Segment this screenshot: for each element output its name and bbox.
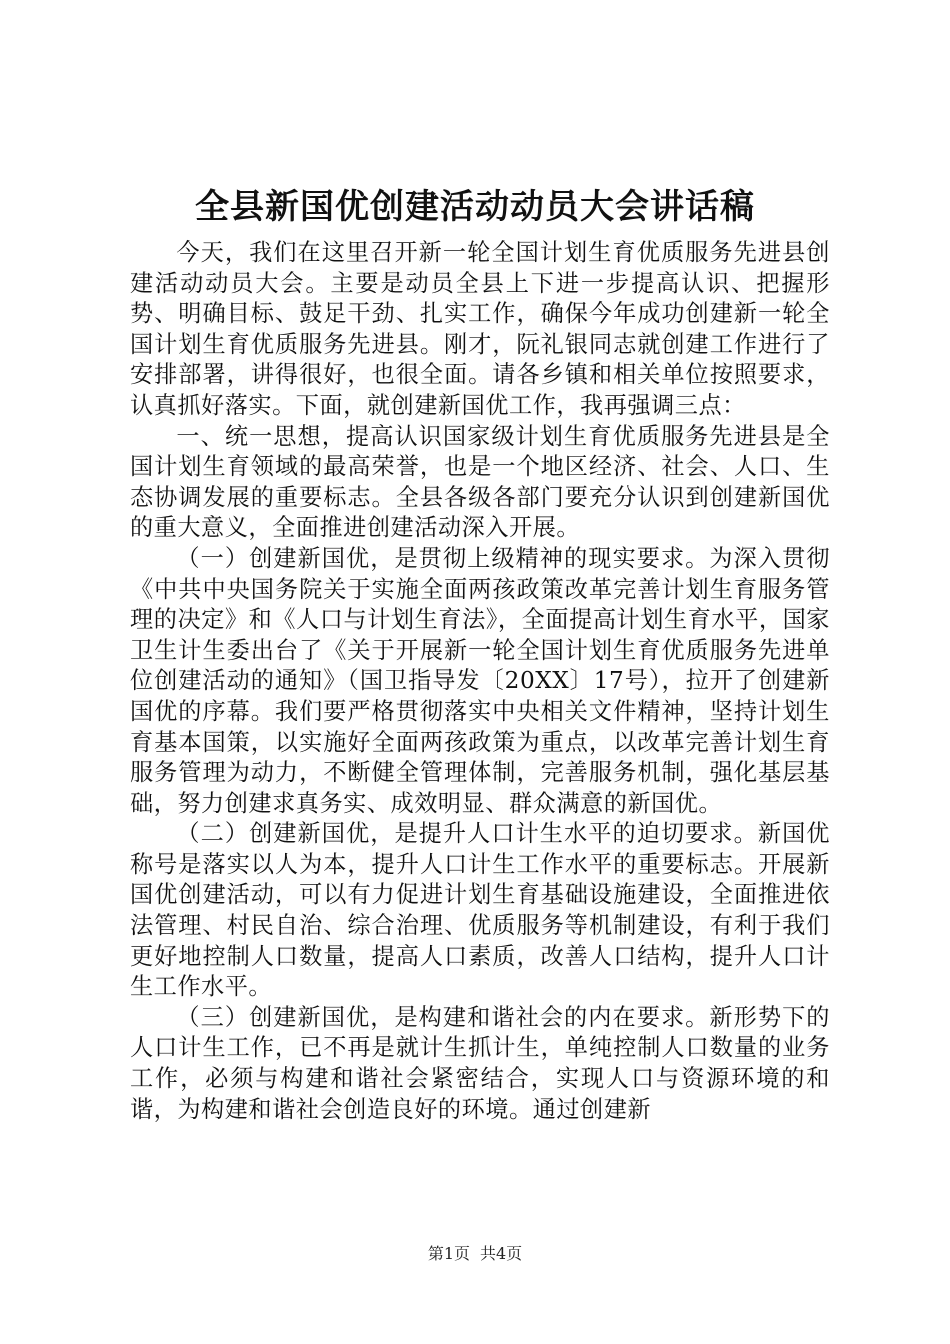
paragraph-section-one: 一、统一思想，提高认识国家级计划生育优质服务先进县是全国计划生育领域的最高荣誉，也是一个地区经济、社会、人口、生态协调发展的重要标志。全县各级各部门要充分认识到创建新国优的重大意义，全面推进创建活动深入开展。 xyxy=(130,422,830,542)
paragraph-point-two: （二）创建新国优，是提升人口计生水平的迫切要求。新国优称号是落实以人为本，提升人口计生工作水平的重要标志。开展新国优创建活动，可以有力促进计划生育基础设施建设，全面推进依法管理、村民自治、综合治理、优质服务等机制建设，有利于我们更好地控制人口数量，提高人口素质，改善人口结构，提升人口计生工作水平。 xyxy=(130,820,830,1001)
document-body xyxy=(130,238,830,1125)
document-title: 全县新国优创建活动动员大会讲话稿 xyxy=(195,187,755,227)
paragraph-intro: 今天，我们在这里召开新一轮全国计划生育优质服务先进县创建活动动员大会。主要是动员全县上下进一步提高认识、把握形势、明确目标、鼓足干劲、扎实工作，确保今年成功创建新一轮全国计划生育优质服务先进县。刚才，阮礼银同志就创建工作进行了安排部署，讲得很好，也很全面。请各乡镇和相关单位按照要求，认真抓好落实。下面，就创建新国优工作，我再强调三点： xyxy=(130,239,830,419)
page-number: 第1页 xyxy=(427,1244,470,1263)
paragraph-point-one: （一）创建新国优，是贯彻上级精神的现实要求。为深入贯彻《中共中央国务院关于实施全面两孩政策改革完善计划生育服务管理的决定》和《人口与计划生育法》，全面提高计划生育水平，国家卫生计生委出台了《关于开展新一轮全国计划生育优质服务先进单位创建活动的通知》（国卫指导发〔20XX〕17号），拉开了创建新国优的序幕。我们要严格贯彻落实中央相关文件精神，坚持计划生育基本国策，以实施好全面两孩政策为重点，以改革完善计划生育服务管理为动力，不断健全管理体制，完善服务机制，强化基层基础，努力创建求真务实、成效明显、群众满意的新国优。 xyxy=(130,544,830,817)
page-footer xyxy=(0,1242,950,1266)
paragraph-point-three: （三）创建新国优，是构建和谐社会的内在要求。新形势下的人口计生工作，已不再是就计生抓计生，单纯控制人口数量的业务工作，必须与构建和谐社会紧密结合，实现人口与资源环境的和谐，为构建和谐社会创造良好的环境。通过创建新 xyxy=(130,1003,830,1123)
page-total: 共4页 xyxy=(480,1244,523,1263)
